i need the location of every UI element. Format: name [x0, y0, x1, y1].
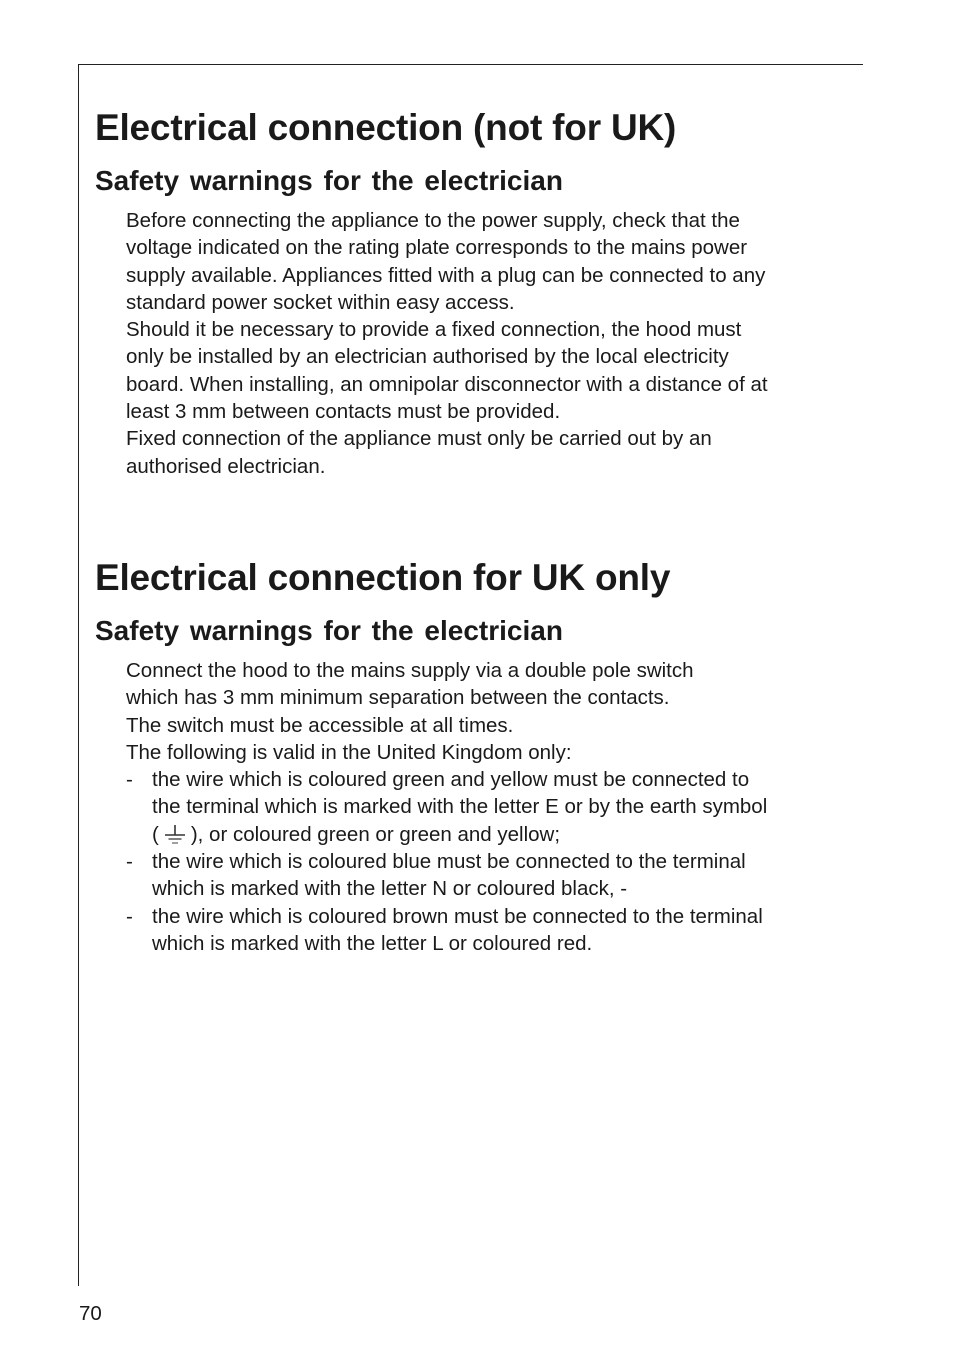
- section-body: [126, 657, 841, 957]
- list-item-line: the wire which is coloured blue must be connected to the terminal: [152, 850, 746, 874]
- section-subtitle: Safety warnings for the electrician: [95, 165, 563, 196]
- list-item: [126, 903, 841, 958]
- section-subtitle: Safety warnings for the electrician: [95, 615, 563, 646]
- list-dash: -: [126, 768, 133, 792]
- list-item-line: which is marked with the letter N or coloured black, -: [152, 877, 628, 901]
- list-item-line: the wire which is coloured green and yellow must be connected to: [152, 768, 750, 792]
- body-line: supply available. Appliances fitted with a plug can be connected to any: [126, 263, 766, 287]
- earth-symbol-icon: [163, 824, 187, 846]
- page-frame-left-rule: [78, 64, 79, 1286]
- body-line: Before connecting the appliance to the power supply, check that the: [126, 209, 740, 232]
- list-item-line: the wire which is coloured brown must be connected to the terminal: [152, 904, 763, 928]
- list-dash: -: [126, 904, 133, 928]
- body-line: Fixed connection of the appliance must only be carried out by an: [126, 427, 712, 451]
- body-line: voltage indicated on the rating plate corresponds to the mains power: [126, 236, 748, 260]
- body-line: board. When installing, an omnipolar disconnector with a distance of at: [126, 372, 768, 396]
- body-line: only be installed by an electrician authorised by the local electricity: [126, 345, 729, 369]
- body-line: Connect the hood to the mains supply via a double pole switch: [126, 659, 694, 682]
- section-title: Electrical connection for UK only: [95, 557, 671, 598]
- list-item: [126, 766, 841, 848]
- body-line: The following is valid in the United Kingdom only:: [126, 740, 572, 764]
- list-item-line: [152, 821, 841, 848]
- body-line: least 3 mm between contacts must be provided.: [126, 400, 561, 424]
- list-item: [126, 848, 841, 903]
- body-line: Should it be necessary to provide a fixed connection, the hood must: [126, 318, 742, 342]
- section-not-for-uk: [95, 107, 845, 480]
- list-item-line: the terminal which is marked with the letter E or by the earth symbol: [152, 795, 768, 819]
- page-number: 70: [79, 1302, 102, 1325]
- body-line: The switch must be accessible at all times.: [126, 713, 514, 737]
- list-item-line: which is marked with the letter L or coloured red.: [152, 931, 593, 955]
- body-line: which has 3 mm minimum separation between the contacts.: [126, 686, 670, 710]
- list-dash: -: [126, 850, 133, 874]
- section-body: [126, 207, 841, 480]
- paren-open: (: [152, 822, 159, 846]
- section-uk-only: [95, 557, 845, 957]
- paren-close-text: ), or coloured green or green and yellow;: [190, 822, 561, 846]
- body-line: standard power socket within easy access.: [126, 290, 515, 314]
- body-line: authorised electrician.: [126, 454, 326, 478]
- section-title: Electrical connection (not for UK): [95, 107, 677, 148]
- page-frame-top-rule: [78, 64, 863, 65]
